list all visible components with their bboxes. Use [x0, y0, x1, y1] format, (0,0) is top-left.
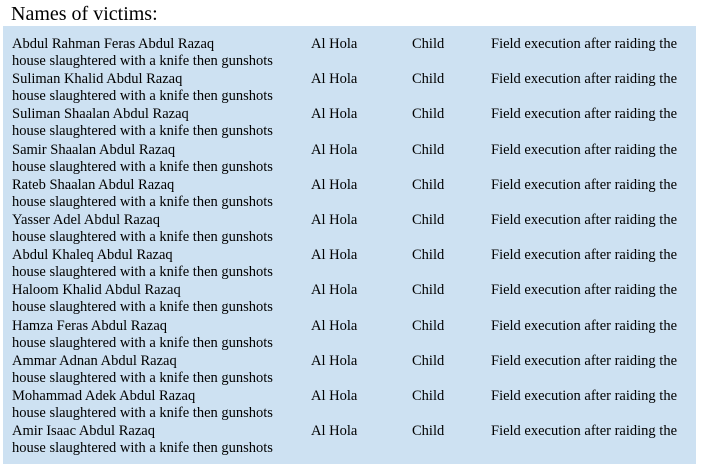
victim-place: Al Hola [311, 247, 358, 264]
victim-status: Child [412, 211, 445, 228]
victim-cause: Field execution after raiding the [491, 317, 678, 334]
victim-cause-continued: house slaughtered with a knife then gunshots [12, 228, 273, 245]
victim-name: Amir Isaac Abdul Razaq [12, 423, 155, 440]
victim-name: Mohammad Adek Abdul Razaq [12, 387, 196, 404]
victim-name: Hamza Feras Abdul Razaq [12, 317, 168, 334]
victim-place: Al Hola [311, 71, 358, 88]
victim-cause-continued: house slaughtered with a knife then gunshots [12, 88, 273, 105]
victim-row [3, 282, 696, 317]
victim-status: Child [412, 141, 445, 158]
victim-place: Al Hola [311, 352, 358, 369]
victim-place: Al Hola [311, 387, 358, 404]
victim-row [3, 177, 696, 212]
victim-status: Child [412, 387, 445, 404]
victim-name: Suliman Shaalan Abdul Razaq [12, 106, 189, 123]
victim-name: Ammar Adnan Abdul Razaq [12, 352, 177, 369]
victim-row [3, 212, 696, 247]
victim-cause: Field execution after raiding the [491, 141, 678, 158]
victim-cause: Field execution after raiding the [491, 352, 678, 369]
victim-cause: Field execution after raiding the [491, 71, 678, 88]
victim-cause-continued: house slaughtered with a knife then gunshots [12, 123, 273, 140]
victim-row [3, 353, 696, 388]
victim-row [3, 106, 696, 141]
victims-rows [3, 36, 696, 458]
victim-cause-continued: house slaughtered with a knife then gunshots [12, 158, 273, 175]
victim-name: Abdul Khaleq Abdul Razaq [12, 247, 173, 264]
victim-name: Haloom Khalid Abdul Razaq [12, 282, 181, 299]
victim-place: Al Hola [311, 36, 358, 52]
victim-place: Al Hola [311, 211, 358, 228]
victim-row [3, 247, 696, 282]
victim-name: Yasser Adel Abdul Razaq [12, 211, 160, 228]
victim-cause-continued: house slaughtered with a knife then gunshots [12, 404, 273, 421]
victim-place: Al Hola [311, 317, 358, 334]
victim-place: Al Hola [311, 282, 358, 299]
victims-table [3, 26, 696, 464]
victim-status: Child [412, 282, 445, 299]
victim-row [3, 142, 696, 177]
victim-cause-continued: house slaughtered with a knife then gunshots [12, 193, 273, 210]
victim-cause: Field execution after raiding the [491, 176, 678, 193]
victim-cause-continued: house slaughtered with a knife then gunshots [12, 264, 273, 281]
victim-cause-continued: house slaughtered with a knife then gunshots [12, 334, 273, 351]
victim-cause: Field execution after raiding the [491, 423, 678, 440]
victim-status: Child [412, 352, 445, 369]
victim-cause: Field execution after raiding the [491, 247, 678, 264]
victim-row [3, 388, 696, 423]
victim-status: Child [412, 71, 445, 88]
victim-cause-continued: house slaughtered with a knife then gunshots [12, 299, 273, 316]
victim-place: Al Hola [311, 423, 358, 440]
victim-name: Samir Shaalan Abdul Razaq [12, 141, 176, 158]
victim-row [3, 71, 696, 106]
victim-row [3, 423, 696, 458]
victim-name: Suliman Khalid Abdul Razaq [12, 71, 183, 88]
victim-cause-continued: house slaughtered with a knife then gunshots [12, 53, 273, 69]
victim-cause: Field execution after raiding the [491, 106, 678, 123]
victim-status: Child [412, 423, 445, 440]
victim-row [3, 318, 696, 353]
victim-cause: Field execution after raiding the [491, 36, 678, 52]
victim-place: Al Hola [311, 176, 358, 193]
victim-status: Child [412, 247, 445, 264]
victim-cause: Field execution after raiding the [491, 282, 678, 299]
victim-cause-continued: house slaughtered with a knife then gunshots [12, 369, 273, 386]
victim-name: Abdul Rahman Feras Abdul Razaq [12, 36, 215, 52]
victim-place: Al Hola [311, 106, 358, 123]
victim-status: Child [412, 36, 445, 52]
victim-place: Al Hola [311, 141, 358, 158]
victim-status: Child [412, 176, 445, 193]
victim-cause-continued: house slaughtered with a knife then gunshots [12, 440, 273, 457]
victim-row [3, 36, 696, 71]
victim-cause: Field execution after raiding the [491, 387, 678, 404]
victim-cause: Field execution after raiding the [491, 211, 678, 228]
victim-status: Child [412, 317, 445, 334]
victim-status: Child [412, 106, 445, 123]
victims-heading: Names of victims: [11, 3, 158, 25]
victim-name: Rateb Shaalan Abdul Razaq [12, 176, 175, 193]
